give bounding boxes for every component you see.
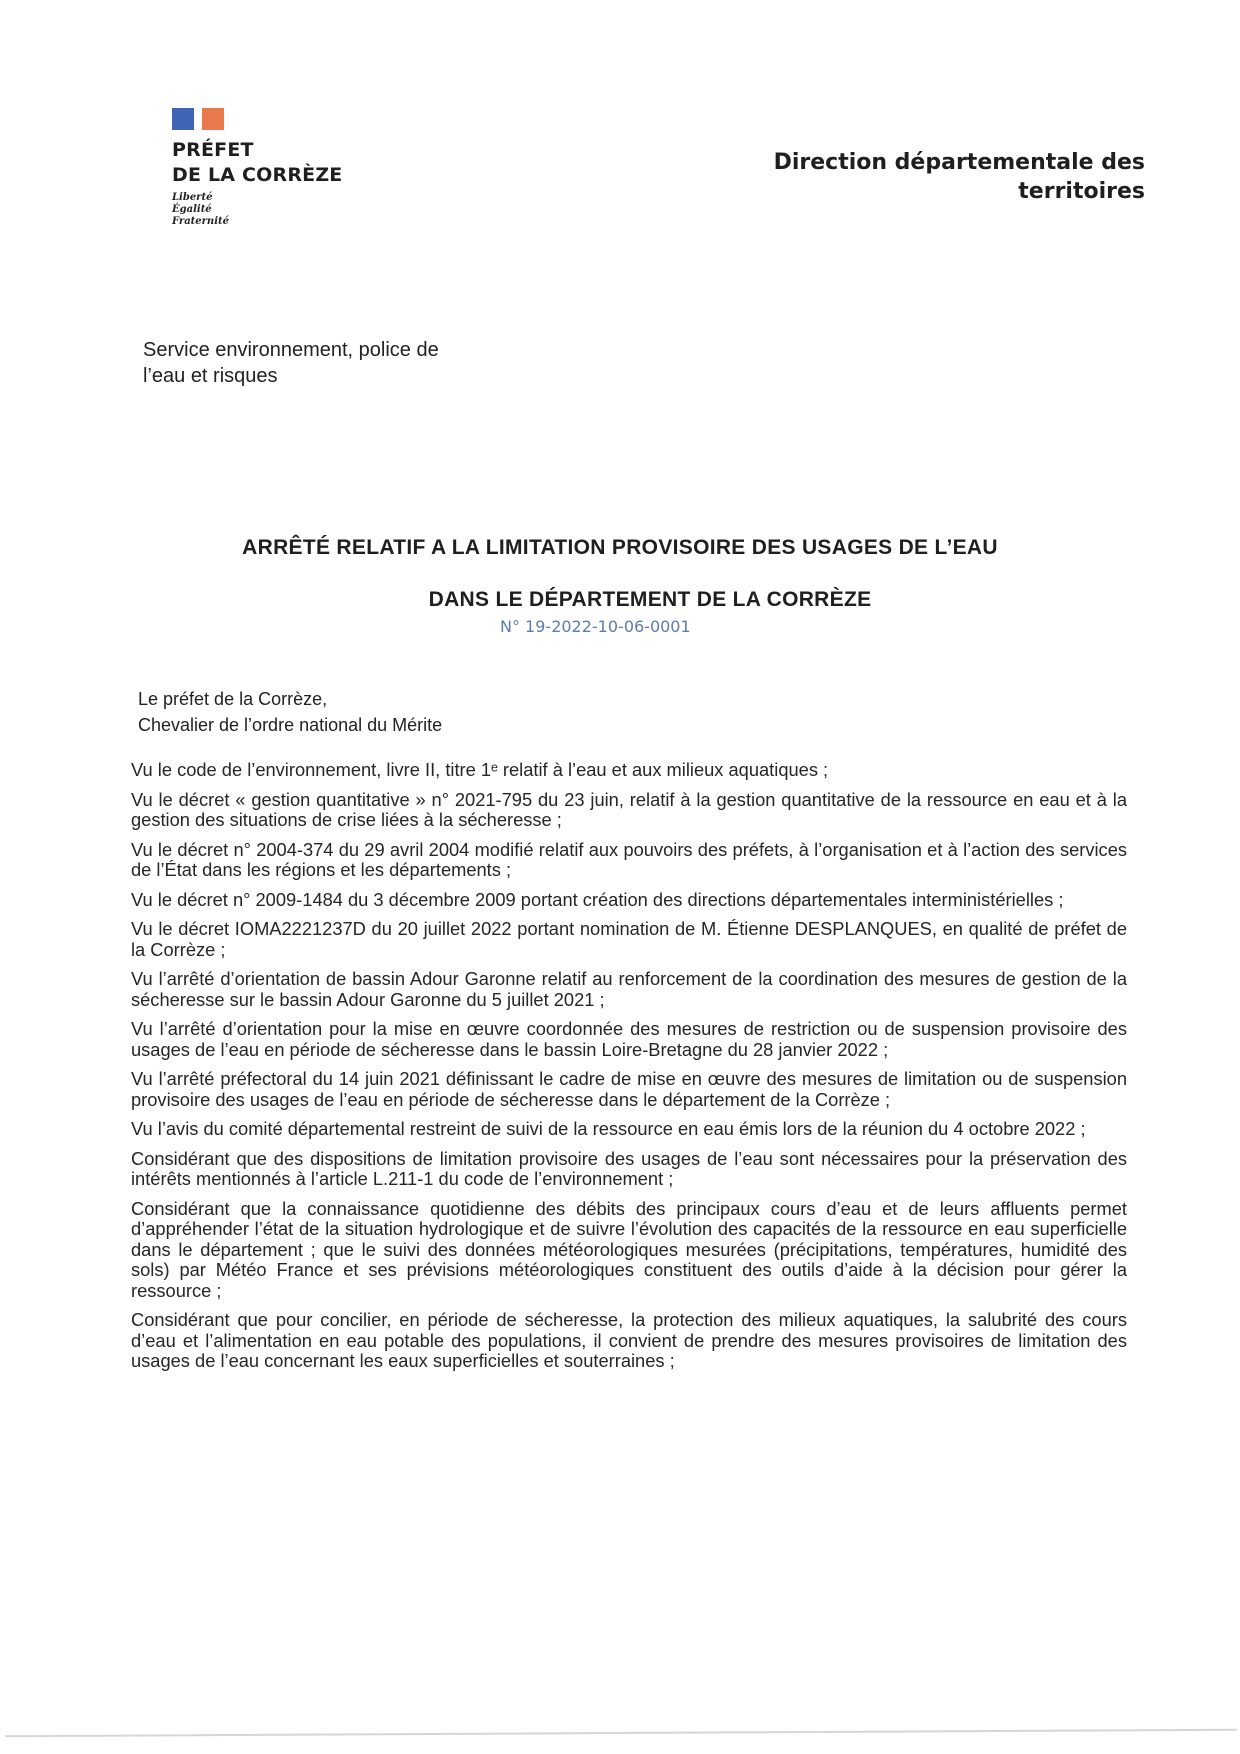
motto-line: Liberté bbox=[172, 192, 213, 203]
french-flag-icon bbox=[172, 108, 342, 130]
service-name bbox=[143, 337, 439, 389]
prefet-line: Chevalier de l’ordre national du Mérite bbox=[138, 715, 443, 735]
document-title-line-2: DANS LE DÉPARTEMENT DE LA CORRÈZE bbox=[428, 588, 872, 611]
motto-line: Fraternité bbox=[172, 216, 229, 227]
visa-paragraph: Vu le code de l’environnement, livre II, titre 1ᵉ relatif à l’eau et aux milieux aquatiques ; bbox=[131, 759, 829, 780]
considerant-paragraph: Considérant que la connaissance quotidienne des débits des principaux cours d’eau et de leurs affluents permet d’appréhender l’état de la situation hydrologique et de suivre l’évolution des capacités de la ressource en eau superficielle dans le département ; que le suivi des données météorologiques mesurées (précipitations, températures, humidité des sols) par Météo France et ses prévisions météorologiques constituent des outils d’aide à la décision pour gérer la ressource ; bbox=[131, 1197, 1127, 1301]
visa-paragraph: Vu l’arrêté d’orientation pour la mise en œuvre coordonnée des mesures de restriction ou de suspension provisoire des usages de l’eau en période de sécheresse dans le bassin Loire-Bretagne du 28 janvier 2022 ; bbox=[131, 1018, 1127, 1060]
republic-motto bbox=[172, 192, 342, 228]
document-title-line-1: ARRÊTÉ RELATIF A LA LIMITATION PROVISOIRE DES USAGES DE L’EAU bbox=[242, 536, 998, 559]
service-line: Service environnement, police de bbox=[143, 339, 439, 361]
prefet-line: Le préfet de la Corrèze, bbox=[138, 689, 328, 709]
scan-edge-line bbox=[5, 1729, 1237, 1737]
visa-paragraph: Vu le décret n° 2009-1484 du 3 décembre 2009 portant création des directions départementales interministérielles ; bbox=[131, 888, 1064, 910]
prefecture-logo bbox=[172, 108, 342, 228]
visa-paragraph: Vu le décret IOMA2221237D du 20 juillet 2022 portant nomination de M. Étienne DESPLANQUES, en qualité de préfet de la Corrèze ; bbox=[131, 918, 1127, 960]
flag-red-block bbox=[202, 108, 224, 130]
prefecture-name-line: PRÉFET bbox=[172, 139, 254, 161]
direction-line: Direction départementale des bbox=[773, 150, 1145, 175]
considerant-paragraph: Considérant que des dispositions de limitation provisoire des usages de l’eau sont nécessaires pour la préservation des intérêts mentionnés à l’article L.211-1 du code de l’environnement ; bbox=[131, 1147, 1127, 1189]
visa-paragraph: Vu l’arrêté d’orientation de bassin Adour Garonne relatif au renforcement de la coordination des mesures de gestion de la sécheresse sur le bassin Adour Garonne du 5 juillet 2021 ; bbox=[131, 968, 1127, 1010]
flag-blue-block bbox=[172, 108, 194, 130]
service-line: l’eau et risques bbox=[143, 365, 278, 387]
prefecture-name bbox=[172, 138, 342, 188]
visa-paragraph: Vu l’avis du comité départemental restreint de suivi de la ressource en eau émis lors de la réunion du 4 octobre 2022 ; bbox=[131, 1118, 1086, 1139]
motto-line: Égalité bbox=[172, 204, 212, 215]
prefecture-name-line: DE LA CORRÈZE bbox=[172, 164, 343, 186]
direction-heading bbox=[774, 148, 1145, 206]
arrete-number: N° 19-2022-10-06-0001 bbox=[500, 617, 691, 636]
visa-paragraph: Vu le décret n° 2004-374 du 29 avril 2004 modifié relatif aux pouvoirs des préfets, à l’organisation et à l’action des services de l’État dans les régions et les départements ; bbox=[131, 838, 1127, 880]
visa-paragraph: Vu l’arrêté préfectoral du 14 juin 2021 définissant le cadre de mise en œuvre des mesures de limitation ou de suspension provisoire des usages de l’eau en période de sécheresse dans le département de la Corrèze ; bbox=[131, 1068, 1127, 1110]
visa-paragraph: Vu le décret « gestion quantitative » n° 2021-795 du 23 juin, relatif à la gestion quantitative de la ressource en eau et à la gestion des situations de crise liées à la sécheresse ; bbox=[131, 788, 1127, 830]
prefet-designation bbox=[138, 686, 442, 738]
document-body bbox=[131, 760, 1127, 1381]
considerant-paragraph: Considérant que pour concilier, en période de sécheresse, la protection des milieux aquatiques, la salubrité des cours d’eau et l’alimentation en eau potable des populations, il convient de prendre des mesures provisoires de limitation des usages de l’eau concernant les eaux superficielles et souterraines ; bbox=[131, 1309, 1127, 1371]
direction-line: territoires bbox=[1018, 179, 1145, 204]
